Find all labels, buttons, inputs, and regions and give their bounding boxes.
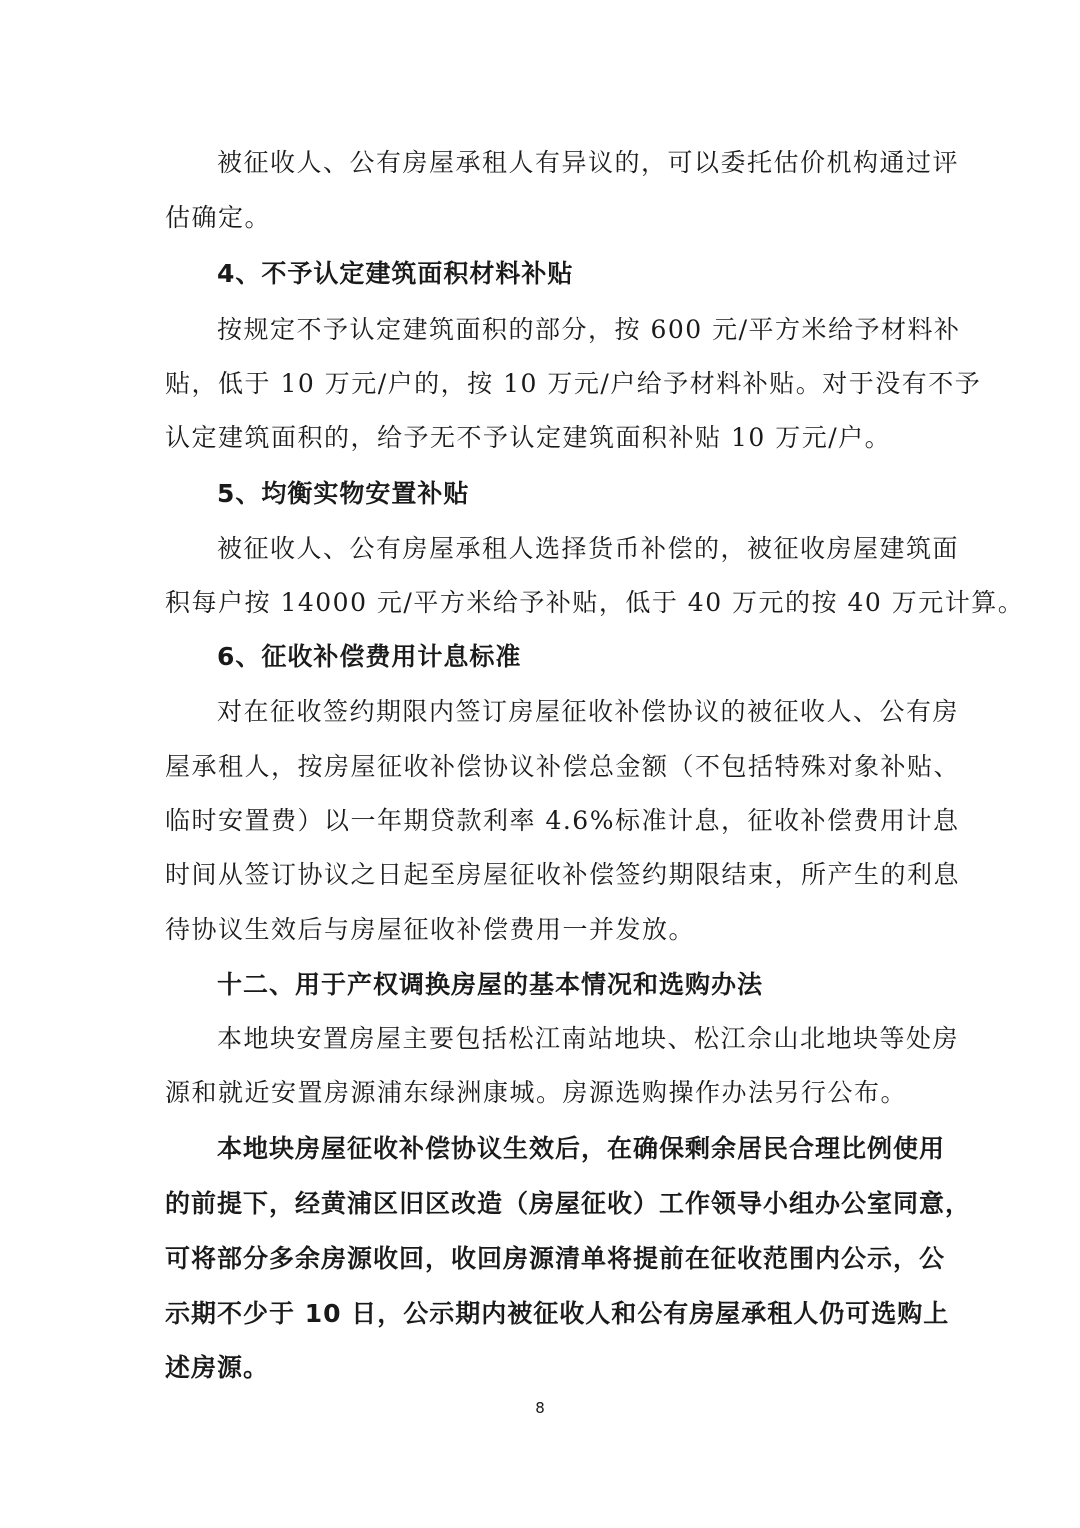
paragraph-line: 贴，低于 10 万元/户的，按 10 万元/户给予材料补贴。对于没有不予 [165, 369, 982, 398]
paragraph-line: 本地块安置房屋主要包括松江南站地块、松江佘山北地块等处房 [217, 1024, 960, 1053]
paragraph-line: 按规定不予认定建筑面积的部分，按 600 元/平方米给予材料补 [217, 315, 961, 344]
section-heading: 4、不予认定建筑面积材料补贴 [217, 259, 574, 288]
bold-paragraph-line: 本地块房屋征收补偿协议生效后，在确保剩余居民合理比例使用 [217, 1134, 946, 1163]
bold-paragraph-line: 述房源。 [165, 1353, 270, 1382]
paragraph-line: 认定建筑面积的，给予无不予认定建筑面积补贴 10 万元/户。 [165, 423, 892, 452]
paragraph-line: 积每户按 14000 元/平方米给予补贴，低于 40 万元的按 40 万元计算。 [165, 588, 1025, 617]
paragraph-line: 对在征收签约期限内签订房屋征收补偿协议的被征收人、公有房 [217, 697, 960, 726]
page-number: 8 [535, 1399, 545, 1417]
section-heading: 5、均衡实物安置补贴 [217, 479, 470, 508]
section-heading: 6、征收补偿费用计息标准 [217, 642, 522, 671]
paragraph-line: 估确定。 [165, 203, 272, 232]
bold-paragraph-line: 的前提下，经黄浦区旧区改造（房屋征收）工作领导小组办公室同意， [165, 1189, 972, 1218]
paragraph-line: 时间从签订协议之日起至房屋征收补偿签约期限结束，所产生的利息 [165, 860, 961, 889]
chapter-heading: 十二、用于产权调换房屋的基本情况和选购办法 [217, 970, 764, 999]
paragraph-line: 被征收人、公有房屋承租人有异议的，可以委托估价机构通过评 [217, 148, 960, 177]
bold-paragraph-line: 可将部分多余房源收回，收回房源清单将提前在征收范围内公示，公 [165, 1244, 946, 1273]
paragraph-line: 源和就近安置房源浦东绿洲康城。房源选购操作办法另行公布。 [165, 1078, 908, 1107]
paragraph-line: 待协议生效后与房屋征收补偿费用一并发放。 [165, 915, 696, 944]
paragraph-line: 被征收人、公有房屋承租人选择货币补偿的，被征收房屋建筑面 [217, 534, 960, 563]
bold-paragraph-line: 示期不少于 10 日，公示期内被征收人和公有房屋承租人仍可选购上 [165, 1299, 950, 1328]
paragraph-line: 屋承租人，按房屋征收补偿协议补偿总金额（不包括特殊对象补贴、 [165, 752, 961, 781]
paragraph-line: 临时安置费）以一年期贷款利率 4.6%标准计息，征收补偿费用计息 [165, 806, 960, 835]
